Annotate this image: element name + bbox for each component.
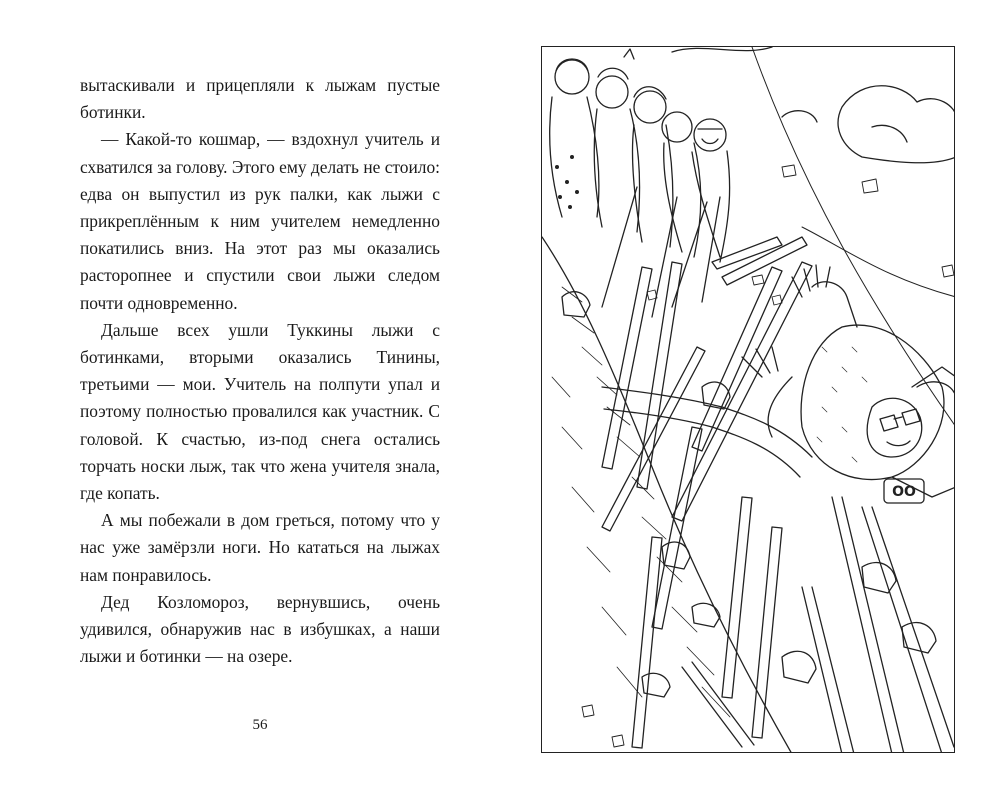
paragraph-5: Дед Козломороз, вернувшись, очень удивился, обнаружив нас в избушках, а наши лыжи и ботинки — на озере. xyxy=(80,591,440,667)
paragraph-2: — Какой-то кошмар, — вздохнул учитель и схватился за голову. Этого ему делать не стоило: едва он выпустил из рук палки, как лыжи с прикреплённым к ним учителем немедленно покатились вниз. На этот раз мы оказались расторопнее и спустили свои лыжи следом почти одновременно. xyxy=(80,129,440,313)
page-number: 56 xyxy=(252,717,268,733)
illustration-svg xyxy=(542,47,955,753)
paragraph-1: вытаскивали и прицепляли к лыжам пустые ботинки. xyxy=(80,75,440,123)
empty-boots xyxy=(562,292,936,697)
left-page-text xyxy=(80,72,440,670)
paragraph-3: Дальше всех ушли Туккины лыжи с ботинками, вторыми оказались Тинины, третьими — мои. Учитель на полпути упал и поэтому полностью провалился как участник. С головой. К счастью, из-под снега остались торчать носки лыж, так что жена учителя знала, где копать. xyxy=(80,319,440,504)
paragraph-4: А мы побежали в дом греться, потому что у нас уже замёрзли ноги. Но кататься на лыжах нам понравилось. xyxy=(80,510,440,585)
sweater-letters: OO xyxy=(892,484,916,500)
skiing-scene-illustration xyxy=(541,46,955,753)
